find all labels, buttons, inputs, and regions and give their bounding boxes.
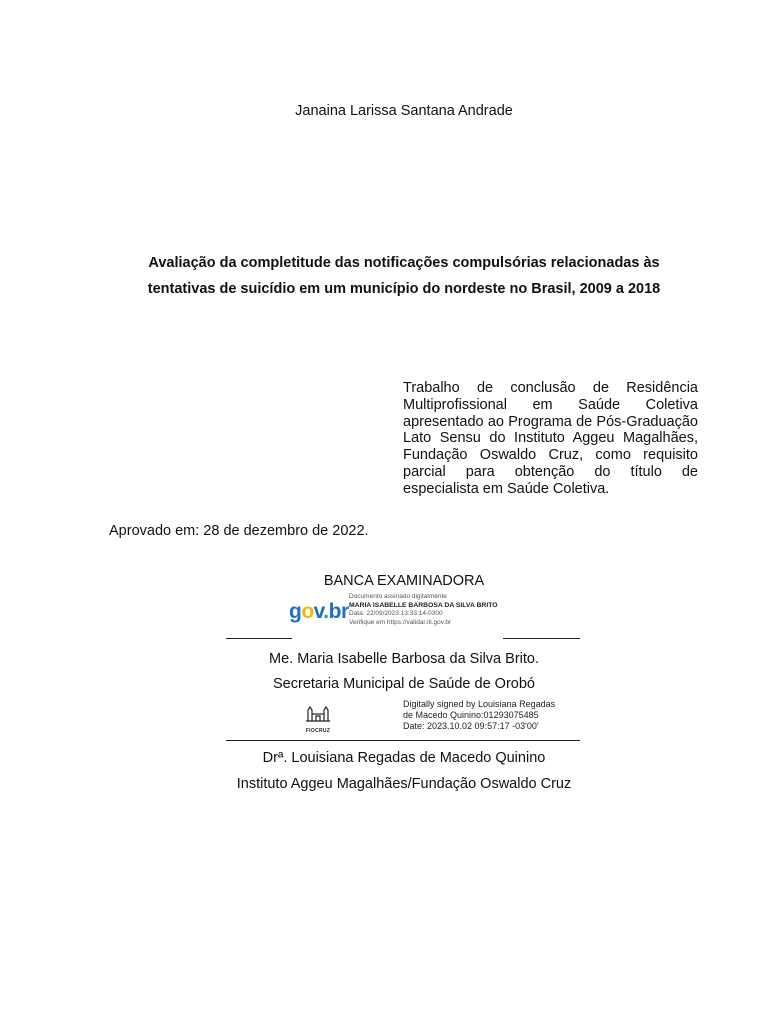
govbr-logo-o: o bbox=[301, 600, 314, 623]
committee-heading: BANCA EXAMINADORA bbox=[323, 573, 485, 589]
govbr-logo-br: br bbox=[328, 600, 349, 623]
examiner-2-name: Drª. Louisiana Regadas de Macedo Quinino bbox=[262, 750, 546, 766]
thesis-title-line-2: tentativas de suicídio em um município do nordeste no Brasil, 2009 a 2018 bbox=[147, 281, 661, 297]
thesis-title-line-1: Avaliação da completitude das notificações compulsórias relacionadas às bbox=[148, 255, 660, 271]
signature-line-2 bbox=[226, 740, 580, 741]
govbr-logo bbox=[289, 600, 349, 624]
fiocruz-logo-text: FIOCRUZ bbox=[305, 728, 331, 734]
signature-line-right bbox=[503, 638, 580, 639]
digital-signature-line-2: de Macedo Quinino:01293075485 bbox=[403, 710, 539, 720]
govbr-logo-g: g bbox=[289, 600, 302, 623]
digital-signature-line-3: Date: 2023.10.02 09:57:17 -03'00' bbox=[403, 721, 539, 731]
signature-line-left bbox=[226, 638, 292, 639]
govbr-signature-stamp bbox=[349, 593, 498, 627]
examiner-1-name: Me. Maria Isabelle Barbosa da Silva Brito. bbox=[269, 651, 539, 667]
thesis-description: Trabalho de conclusão de Residência Multiprofissional em Saúde Coletiva apresentado ao Programa de Pós-Graduação Lato Sensu do Instituto Aggeu Magalhães, Fundação Oswaldo Cruz, como requisito parcial para obtenção do título de especialista em Saúde Coletiva. bbox=[403, 380, 698, 497]
govbr-signer-name: MARIA ISABELLE BARBOSA DA SILVA BRITO bbox=[349, 601, 498, 609]
fiocruz-building-icon bbox=[305, 702, 331, 722]
digital-signature-stamp bbox=[403, 699, 555, 732]
digital-signature-line-1: Digitally signed by Louisiana Regadas bbox=[403, 699, 556, 709]
govbr-signature-date: Data: 22/09/2023 13:33:14-0300 bbox=[349, 610, 443, 617]
govbr-signature-header: Documento assinado digitalmente bbox=[349, 593, 447, 600]
author-name: Janaina Larissa Santana Andrade bbox=[295, 103, 513, 119]
examiner-1-institution: Secretaria Municipal de Saúde de Orobó bbox=[273, 676, 535, 692]
govbr-logo-dot: . bbox=[323, 600, 329, 623]
govbr-logo-v: v bbox=[313, 600, 324, 623]
approval-date: Aprovado em: 28 de dezembro de 2022. bbox=[109, 523, 369, 539]
fiocruz-logo bbox=[300, 702, 336, 734]
examiner-2-institution: Instituto Aggeu Magalhães/Fundação Oswaldo Cruz bbox=[236, 776, 572, 792]
govbr-verify-link[interactable]: Verifique em https://validar.iti.gov.br bbox=[349, 618, 452, 626]
